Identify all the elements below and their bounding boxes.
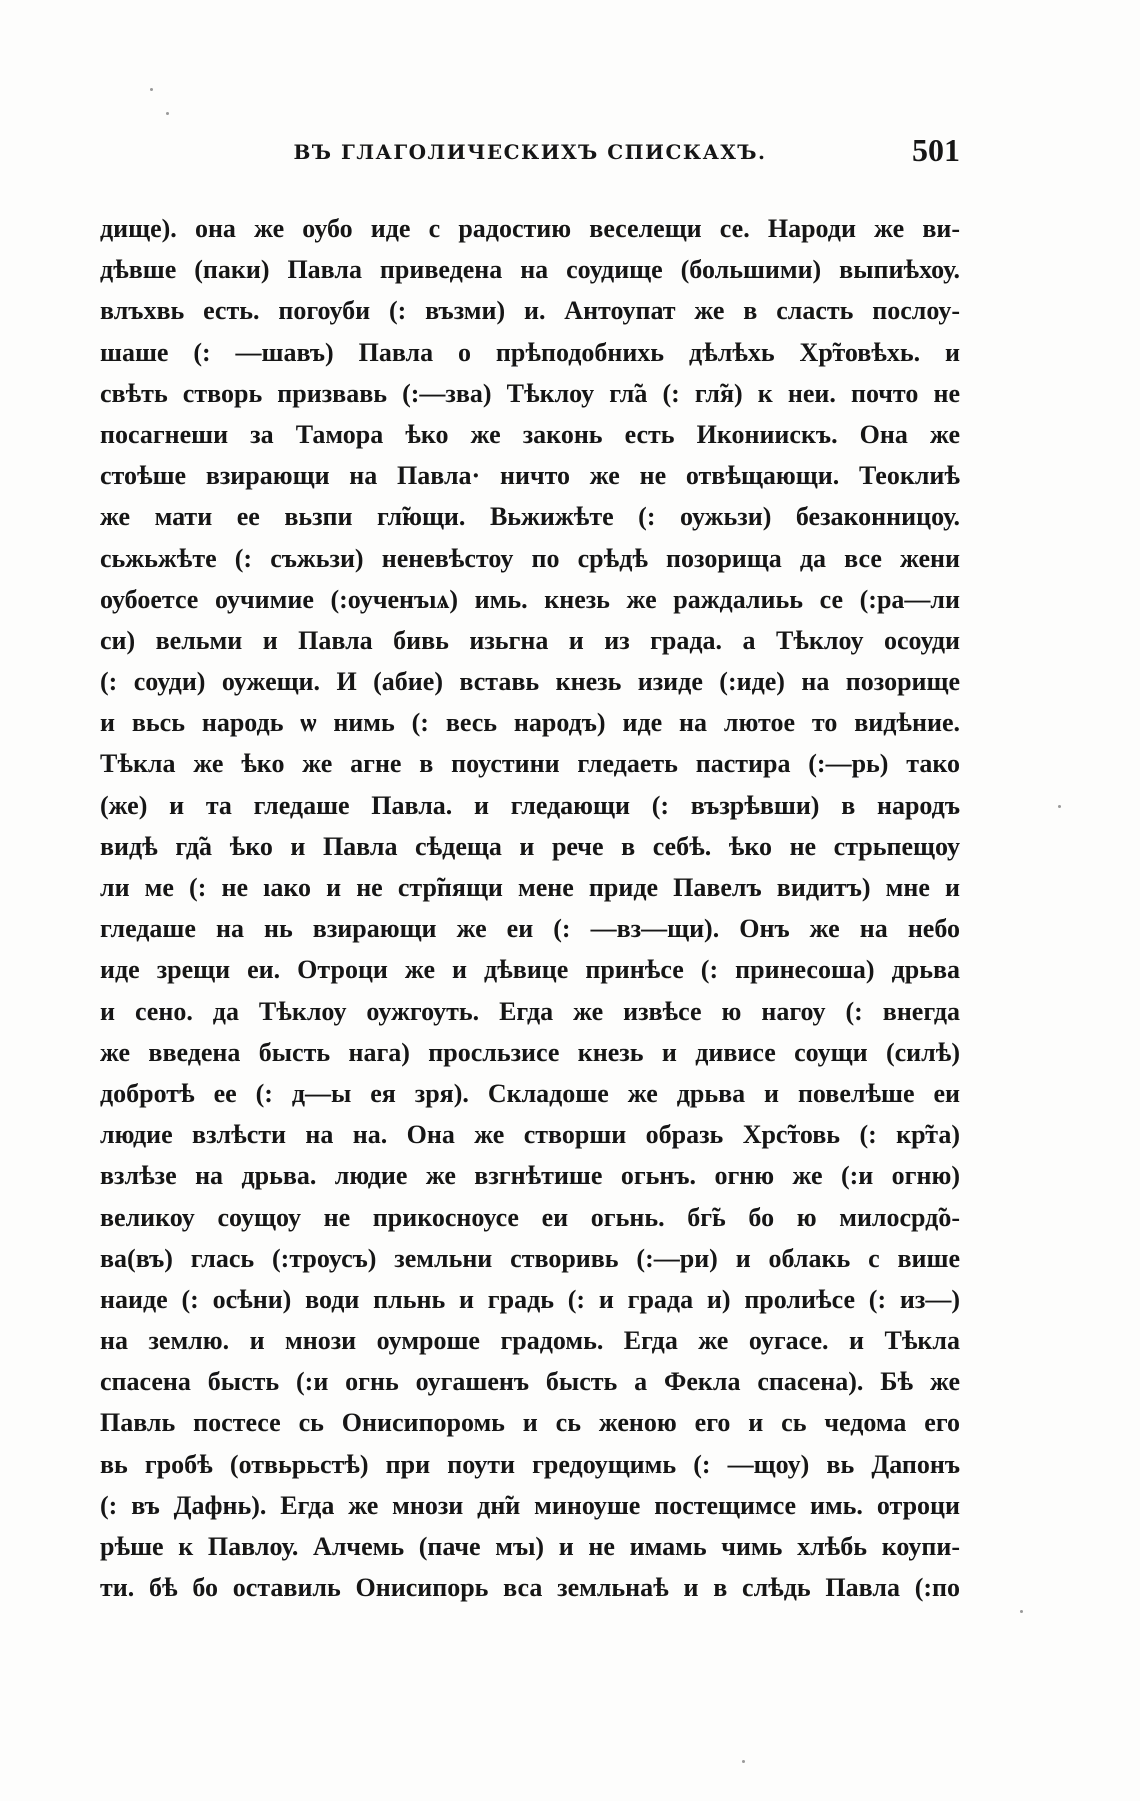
- text-line: дѣвше (паки) Павла приведена на соудище (большими) выпиѣхоу.: [100, 255, 960, 285]
- text-line: посагнеши за Тамора ѣко же законь есть Икониискъ. Она же: [100, 419, 960, 449]
- text-line: (же) и та гледаше Павла. и гледающи (: възрѣвши) в народъ: [100, 790, 960, 820]
- text-line: наиде (: осѣни) води пльнь и градь (: и града и) пролиѣсе (: из—): [100, 1284, 960, 1314]
- text-line: добротѣ ее (: д—ы ея зря). Складоше же дрьва и повелѣше еи: [100, 1078, 960, 1108]
- text-line: влъхвь есть. погоуби (: възми) и. Антоупат же в сласть послоу-: [100, 296, 960, 326]
- text-line: рѣше к Павлоу. Алчемь (паче мъı) и не имамь чимь хлѣбь коупи-: [100, 1532, 960, 1561]
- print-speck: [150, 88, 153, 91]
- text-line: спасена бысть (:и огнь оугашенъ бысть а Фекла спасена). Бѣ же: [100, 1367, 960, 1397]
- text-line: оубоетсе оучимие (:оученъıѧ) имь. кнезь же раждалиьь се (:ра—ли: [100, 584, 960, 614]
- print-speck: [1058, 805, 1061, 808]
- text-line: же мати ее вьзпи гл̃ющи. Вьжижѣте (: оужьзи) безаконницоу.: [100, 502, 960, 532]
- text-line: гледаше на нь взирающи же еи (: —вз—щи). Онъ же на небо: [100, 914, 960, 944]
- text-line: и сено. да Тѣклоу оужгоуть. Егда же извѣсе ю нагоу (: внегда: [100, 996, 960, 1026]
- text-line: свѣть створь призвавь (:—зва) Тѣклоу гл̃а (: гл̃я) к неи. почто не: [100, 378, 960, 408]
- text-line: сьжьжѣте (: съжьзи) неневѣстоу по срѣдѣ позорища да все жени: [100, 543, 960, 573]
- text-line: ти. бѣ бо оставиль Онисипорь вса земльнаѣ и в слѣдь Павла (:по: [100, 1573, 960, 1603]
- text-line: шаше (: —шавъ) Павла о прѣподобнихь дѣлѣхь Хр̃товѣхь. и: [100, 337, 960, 367]
- body-text: [100, 208, 960, 1608]
- text-line: Тѣкла же ѣко же агне в поустини гледаеть пастира (:—рь) тако: [100, 749, 960, 779]
- text-line: великоу соущоу не прикосноусе еи огьнь. бг̃ь бо ю милосрд̃о-: [100, 1202, 960, 1232]
- text-line: (: въ Дафнь). Егда же мнози дн̃и миноуше постещимсе имь. отроци: [100, 1490, 960, 1520]
- text-line: стоѣше взирающи на Павла· ничто же не отвѣщающи. Теоклиѣ: [100, 461, 960, 491]
- print-speck: [1020, 1610, 1023, 1613]
- page-number: 501: [912, 132, 960, 168]
- text-line: ва(въ) глась (:троусъ) земльни створивь (:—ри) и облакь с више: [100, 1243, 960, 1273]
- text-line: си) вельми и Павла бивь изьгна и из града. а Тѣклоу осоуди: [100, 625, 960, 655]
- text-line: же введена бысть нага) просльзисе кнезь и дивисе соущи (силѣ): [100, 1037, 960, 1067]
- text-line: дище). она же оубо иде с радостию веселещи се. Народи же ви-: [100, 214, 960, 243]
- text-line: на землю. и мнози оумроше градомь. Егда же оугасе. и Тѣкла: [100, 1326, 960, 1356]
- print-speck: [166, 112, 169, 115]
- text-line: (: соуди) оужещи. И (абие) вставь кнезь изиде (:иде) на позорище: [100, 667, 960, 697]
- running-head: ВЪ ГЛАГОЛИЧЕСКИХЪ СПИСКАХЪ.: [293, 140, 767, 164]
- text-line: вь гробѣ (отвьрьстѣ) при поути гредоущимь (: —щоу) вь Дапонъ: [100, 1449, 960, 1479]
- text-line: взлѣзе на дрьва. людие же взгнѣтише огьнъ. огню же (:и огню): [100, 1161, 960, 1191]
- text-line: ли ме (: не ıако и не стр̃пящи мене приде Павелъ видитъ) мне и: [100, 873, 960, 902]
- text-line: Павль постесе сь Онисипоромь и сь женою его и сь чедома его: [100, 1408, 960, 1438]
- text-line: видѣ гд̃а ѣко и Павла сѣдеща и рече в себѣ. ѣко не стрьпещоу: [100, 831, 960, 861]
- text-line: иде зрещи еи. Отроци же и дѣвице принѣсе (: принесоша) дрьва: [100, 955, 960, 985]
- page-header: [100, 132, 960, 172]
- text-line: и вьсь народь ѡ нимь (: весь народъ) иде на лютое то видѣние.: [100, 708, 960, 738]
- text-line: людие взлѣсти на на. Она же створши образь Хрс̃товь (: кр̃та): [100, 1120, 960, 1150]
- print-speck: [742, 1760, 745, 1763]
